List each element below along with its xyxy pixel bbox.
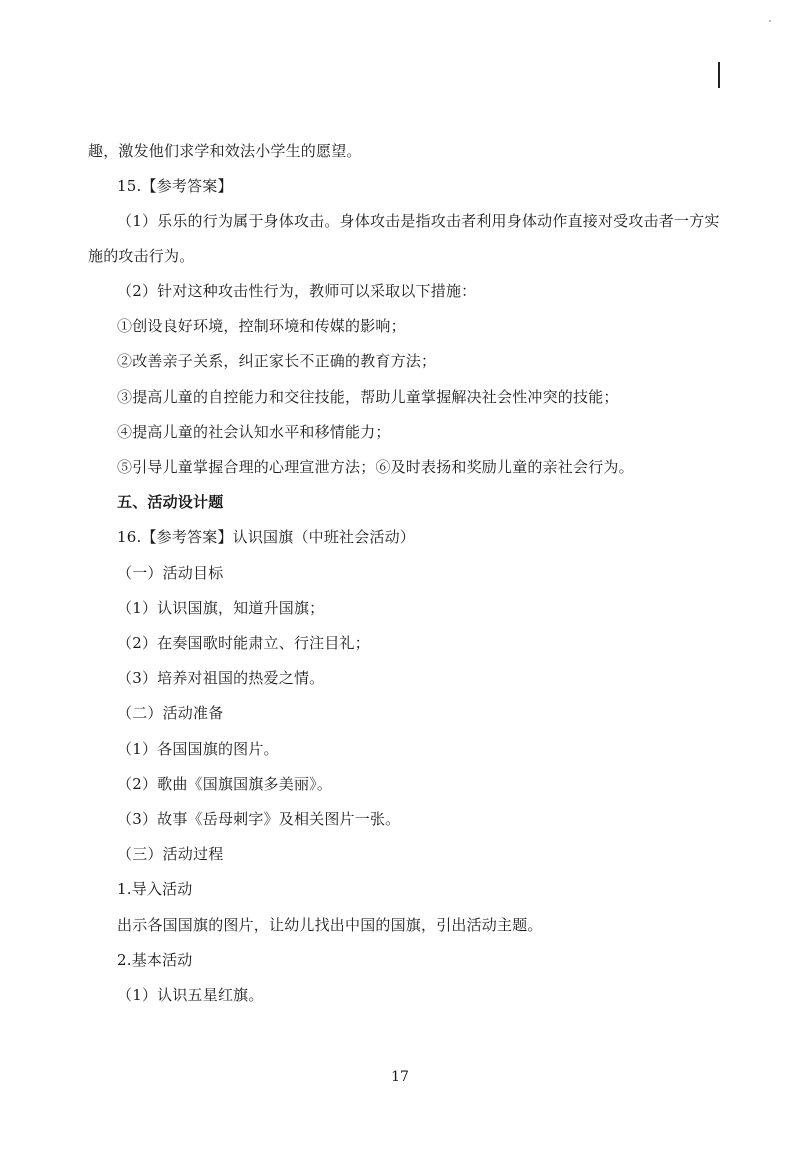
subheading-goals: （一）活动目标 — [117, 564, 224, 582]
margin-mark — [718, 62, 720, 88]
goal-1: （1）认识国旗，知道升国旗； — [117, 599, 325, 617]
paragraph-continuation: 趣，激发他们求学和效法小学生的愿望。 — [88, 142, 362, 160]
preparation-3: （3）故事《岳母刺字》及相关图片一张。 — [117, 810, 401, 828]
subheading-process: （三）活动过程 — [117, 845, 224, 863]
process-step-1-text: 出示各国国旗的图片，让幼儿找出中国的国旗，引出活动主题。 — [117, 916, 543, 934]
process-step-1-title: 1.导入活动 — [117, 880, 193, 898]
section-heading-5: 五、活动设计题 — [117, 493, 224, 511]
process-step-2-title: 2.基本活动 — [117, 951, 193, 969]
answer-15-part-1: （1）乐乐的行为属于身体攻击。身体攻击是指攻击者利用身体动作直接对受攻击者一方实 — [117, 212, 720, 230]
measure-5-6: ⑤引导儿童掌握合理的心理宣泄方法；⑥及时表扬和奖励儿童的亲社会行为。 — [117, 458, 634, 476]
page-number: 17 — [391, 1069, 409, 1085]
goal-3: （3）培养对祖国的热爱之情。 — [117, 669, 325, 687]
answer-heading-15: 15.【参考答案】 — [117, 177, 233, 195]
measure-2: ②改善亲子关系，纠正家长不正确的教育方法； — [117, 352, 437, 370]
preparation-2: （2）歌曲《国旗国旗多美丽》。 — [117, 775, 333, 793]
measure-1: ①创设良好环境，控制环境和传媒的影响； — [117, 317, 406, 335]
answer-15-part-2: （2）针对这种攻击性行为，教师可以采取以下措施： — [117, 282, 477, 300]
process-step-2-item-1: （1）认识五星红旗。 — [117, 986, 264, 1004]
goal-2: （2）在奏国歌时能肃立、行注目礼； — [117, 634, 370, 652]
subheading-preparation: （二）活动准备 — [117, 704, 224, 722]
answer-heading-16: 16.【参考答案】认识国旗（中班社会活动） — [117, 528, 416, 546]
preparation-1: （1）各国国旗的图片。 — [117, 740, 279, 758]
scan-speck — [769, 20, 771, 22]
measure-4: ④提高儿童的社会认知水平和移情能力； — [117, 423, 391, 441]
measure-3: ③提高儿童的自控能力和交往技能，帮助儿童掌握解决社会性冲突的技能； — [117, 388, 619, 406]
answer-15-part-1-cont: 施的攻击行为。 — [88, 247, 195, 265]
